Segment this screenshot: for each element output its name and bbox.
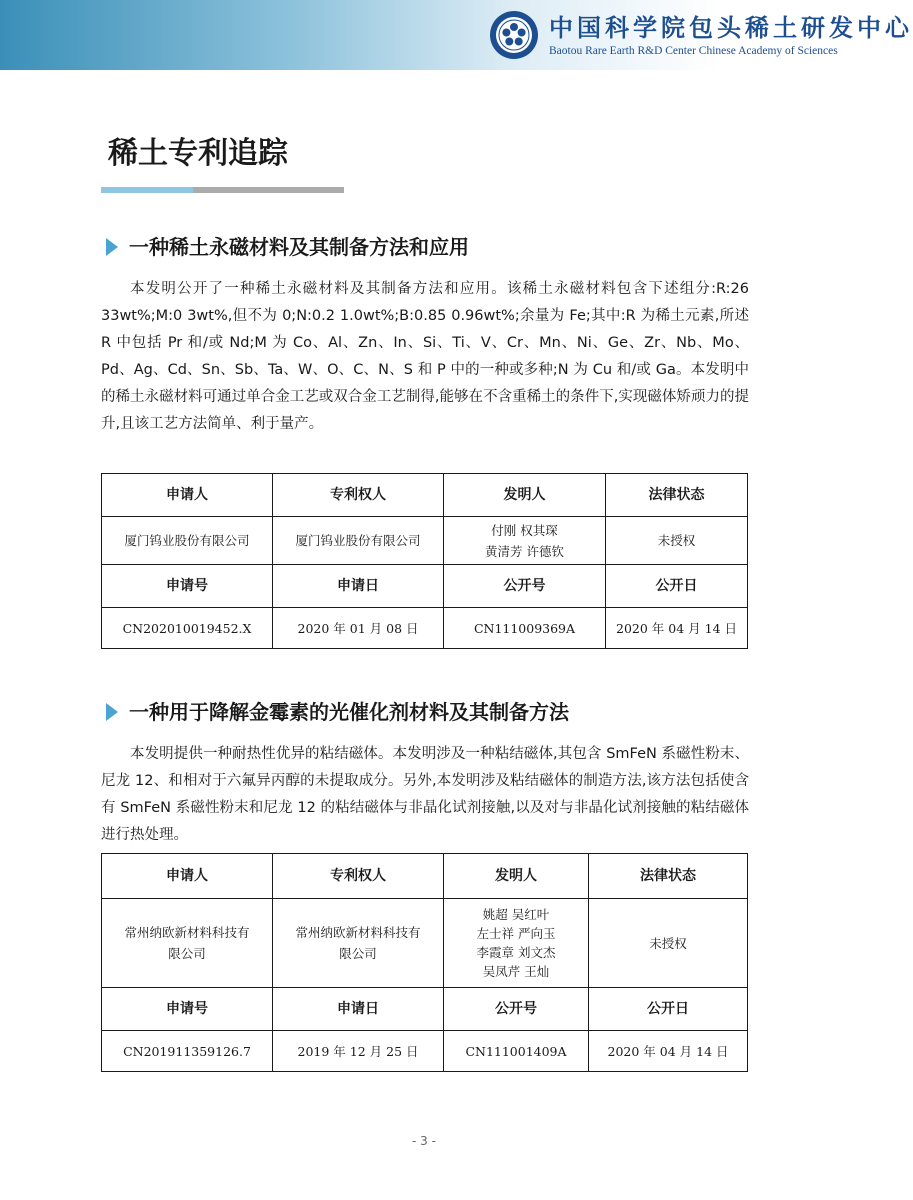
table-header-row xyxy=(102,988,748,1031)
patentee-cell: 常州纳欧新材料科技有 限公司 xyxy=(273,899,444,988)
publication-date-cell: 2020 年 04 月 14 日 xyxy=(589,1031,748,1072)
header-cell: 申请号 xyxy=(102,988,273,1031)
table-row xyxy=(102,1031,748,1072)
header-cell: 申请号 xyxy=(102,565,273,608)
table-row xyxy=(102,899,748,988)
table-header-row xyxy=(102,474,748,517)
org-name-en: Baotou Rare Earth R&D Center Chinese Academy of Sciences xyxy=(549,45,838,57)
publication-date-cell: 2020 年 04 月 14 日 xyxy=(606,608,748,649)
table-header-row xyxy=(102,565,748,608)
header-cell: 申请人 xyxy=(102,474,273,517)
table-header-row xyxy=(102,854,748,899)
header-cell: 申请日 xyxy=(273,565,444,608)
section-abstract: 本发明公开了一种稀土永磁材料及其制备方法和应用。该稀土永磁材料包含下述组分:R:26 33wt%;M:0 3wt%,但不为 0;N:0.2 1.0wt%;B:0.85 0.96wt%;余量为 Fe;其中:R 为稀土元素,所述 R 中包括 Pr 和/或 Nd;M 为 Co、Al、Zn、In、Si、Ti、V、Cr、Mn、Ni、Ge、Zr、Nb、Mo、Pd、Ag、Cd、Sn、Sb、Ta、W、O、C、N、S 和 P 中的一种或多种;N 为 Cu 和/或 Ga。本发明中的稀土永磁材料可通过单合金工艺或双合金工艺制得,能够在不含重稀土的条件下,实现磁体矫顽力的提升,且该工艺方法简单、利于量产。 xyxy=(101,281,749,432)
table-row xyxy=(102,517,748,565)
header-cell: 公开日 xyxy=(589,988,748,1031)
header-cell: 专利权人 xyxy=(273,854,444,899)
section-marker-icon xyxy=(106,238,118,256)
patent-table xyxy=(101,473,748,649)
status-cell: 未授权 xyxy=(606,517,748,565)
page-title: 稀土专利追踪 xyxy=(108,136,288,171)
application-date-cell: 2020 年 01 月 08 日 xyxy=(273,608,444,649)
section-abstract: 本发明提供一种耐热性优异的粘结磁体。本发明涉及一种粘结磁体,其包含 SmFeN 系磁性粉末、尼龙 12、和相对于六氟异丙醇的未提取成分。另外,本发明涉及粘结磁体的制造方法,该方法包括使含有 SmFeN 系磁性粉末和尼龙 12 的粘结磁体与非晶化试剂接触,以及对与非晶化试剂接触的粘结磁体进行热处理。 xyxy=(101,746,749,843)
header-cell: 专利权人 xyxy=(273,474,444,517)
patentee-cell: 厦门钨业股份有限公司 xyxy=(273,517,444,565)
org-name-cn: 中国科学院包头稀土研发中心 xyxy=(549,13,913,42)
applicant-cell: 常州纳欧新材料科技有 限公司 xyxy=(102,899,273,988)
header-cell: 申请人 xyxy=(102,854,273,899)
title-rule xyxy=(193,187,344,193)
cas-logo-icon xyxy=(489,10,539,60)
title-rule-accent xyxy=(101,187,193,193)
header-cell: 公开号 xyxy=(444,565,606,608)
inventors-cell: 付刚 权其琛 黄清芳 许德钦 xyxy=(444,517,606,565)
application-date-cell: 2019 年 12 月 25 日 xyxy=(273,1031,444,1072)
application-number-cell: CN202010019452.X xyxy=(102,608,273,649)
header-cell: 申请日 xyxy=(273,988,444,1031)
header-cell: 法律状态 xyxy=(589,854,748,899)
header-cell: 发明人 xyxy=(444,474,606,517)
patent-table xyxy=(101,853,748,1072)
status-cell: 未授权 xyxy=(589,899,748,988)
header-cell: 发明人 xyxy=(444,854,589,899)
publication-number-cell: CN111009369A xyxy=(444,608,606,649)
page-number: - 3 - xyxy=(412,1134,436,1148)
table-row xyxy=(102,608,748,649)
inventors-cell: 姚超 吴红叶 左士祥 严向玉 李霞章 刘文杰 吴凤芹 王灿 xyxy=(444,899,589,988)
application-number-cell: CN201911359126.7 xyxy=(102,1031,273,1072)
header-cell: 公开号 xyxy=(444,988,589,1031)
publication-number-cell: CN111001409A xyxy=(444,1031,589,1072)
header-cell: 法律状态 xyxy=(606,474,748,517)
applicant-cell: 厦门钨业股份有限公司 xyxy=(102,517,273,565)
section-title: 一种用于降解金霉素的光催化剂材料及其制备方法 xyxy=(129,700,569,724)
header-cell: 公开日 xyxy=(606,565,748,608)
section-title: 一种稀土永磁材料及其制备方法和应用 xyxy=(129,235,469,259)
section-marker-icon xyxy=(106,703,118,721)
